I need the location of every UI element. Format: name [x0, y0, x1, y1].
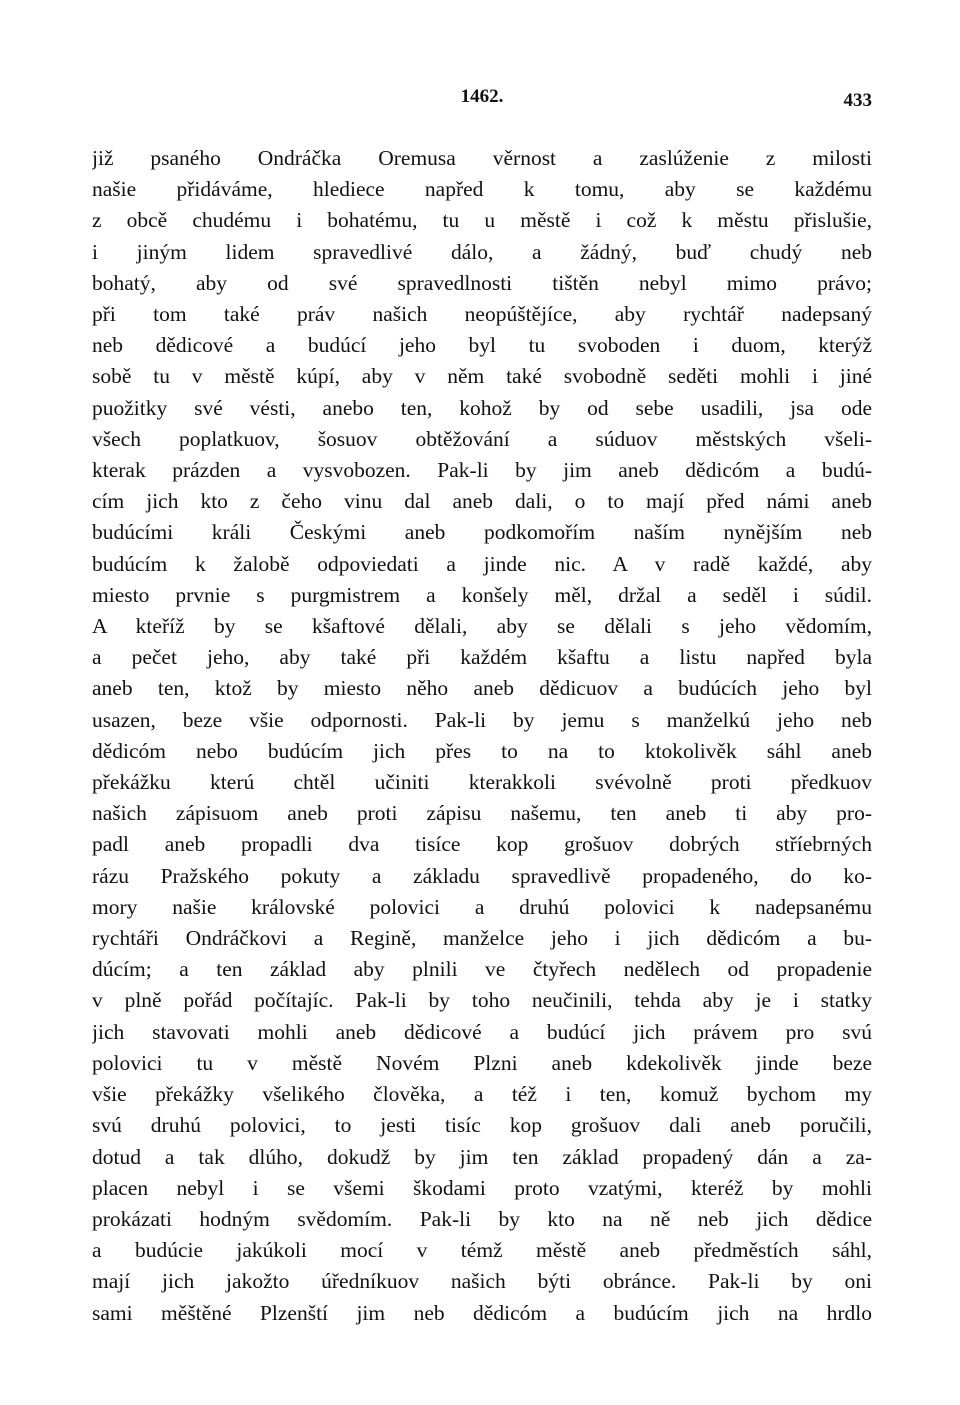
text-line: miesto prvnie s purgmistrem a konšely měl, držal a seděl i súdil.: [92, 582, 872, 607]
text-line: rychtáři Ondráčkovi a Regině, manželce jeho i jich dědicóm a bu-: [92, 926, 872, 951]
text-line: A kteříž by se kšaftové dělali, aby se dělali s jeho vědomím,: [92, 614, 872, 639]
text-line: sami měštěné Plzenští jim neb dědicóm a budúcím jich na hrdlo: [92, 1300, 872, 1325]
text-line: prokázati hodným svědomím. Pak-li by kto na ně neb jich dědice: [92, 1206, 872, 1231]
text-line: našie přidáváme, hlediece napřed k tomu, aby se každému: [92, 177, 872, 202]
text-line: placen nebyl i se všemi škodami proto vzatými, kteréž by mohli: [92, 1175, 872, 1200]
text-line: překážku kterú chtěl učiniti kterakkoli svévolně proti předkuov: [92, 770, 872, 795]
text-line: všech poplatkuov, šosuov obtěžování a súduov městských všeli-: [92, 426, 872, 451]
text-line: mají jich jakožto úředníkuov našich býti obránce. Pak-li by oni: [92, 1269, 872, 1294]
running-head-year: 1462.: [460, 86, 504, 107]
text-line: v plně pořád počítajíc. Pak-li by toho neučinili, tehda aby je i statky: [92, 988, 872, 1013]
text-line: kterak prázden a vysvobozen. Pak-li by jim aneb dědicóm a budú-: [92, 458, 872, 483]
text-line: polovici tu v městě Novém Plzni aneb kdekolivěk jinde beze: [92, 1050, 872, 1075]
text-line: a budúcie jakúkoli mocí v témž městě aneb předměstích sáhl,: [92, 1238, 872, 1263]
text-line: dědicóm nebo budúcím jich přes to na to ktokolivěk sáhl aneb: [92, 738, 872, 763]
text-line: mory našie královské polovici a druhú polovici k nadepsanému: [92, 894, 872, 919]
body-text: [92, 143, 872, 1329]
text-line: i jiným lidem spravedlivé dálo, a žádný, buď chudý neb: [92, 239, 872, 264]
text-line: puožitky své vésti, anebo ten, kohož by od sebe usadili, jsa ode: [92, 395, 872, 420]
text-line: bohatý, aby od své spravedlnosti tištěn nebyl mimo právo;: [92, 270, 872, 295]
text-line: svú druhú polovici, to jesti tisíc kop grošuov dali aneb poručili,: [92, 1113, 872, 1138]
text-line: padl aneb propadli dva tisíce kop grošuov dobrých stříebrných: [92, 832, 872, 857]
text-line: při tom také práv našich neopúštějíce, aby rychtář nadepsaný: [92, 302, 872, 327]
text-line: a pečet jeho, aby také při každém kšaftu a listu napřed byla: [92, 645, 872, 670]
text-line: z obcě chudému i bohatému, tu u městě i což k městu přislušie,: [92, 208, 872, 233]
page-number: 433: [843, 90, 872, 111]
text-line: již psaného Ondráčka Oremusa věrnost a zaslúženie z milosti: [92, 146, 872, 170]
text-line: všie překážky všelikého člověka, a též i ten, komuž bychom my: [92, 1082, 872, 1107]
text-line: budúcím k žalobě odpoviedati a jinde nic. A v radě každé, aby: [92, 551, 872, 576]
text-line: dotud a tak dlúho, dokudž by jim ten základ propadený dán a za-: [92, 1144, 872, 1169]
text-line: našich zápisuom aneb proti zápisu našemu, ten aneb ti aby pro-: [92, 801, 872, 826]
text-line: cím jich kto z čeho vinu dal aneb dali, o to mají před námi aneb: [92, 489, 872, 514]
text-line: usazen, beze všie odpornosti. Pak-li by jemu s manželkú jeho neb: [92, 707, 872, 732]
text-line: dúcím; a ten základ aby plnili ve čtyřech nedělech od propadenie: [92, 957, 872, 982]
running-head: [92, 86, 872, 116]
text-line: neb dědicové a budúcí jeho byl tu svoboden i duom, kterýž: [92, 333, 872, 358]
text-line: budúcími králi Českými aneb podkomořím naším nynějším neb: [92, 520, 872, 545]
text-line: jich stavovati mohli aneb dědicové a budúcí jich právem pro svú: [92, 1019, 872, 1044]
text-line: sobě tu v městě kúpí, aby v něm také svobodně seděti mohli i jiné: [92, 364, 872, 389]
text-line: aneb ten, ktož by miesto něho aneb dědicuov a budúcích jeho byl: [92, 676, 872, 701]
text-line: rázu Pražského pokuty a základu spravedlivě propadeného, do ko-: [92, 863, 872, 888]
